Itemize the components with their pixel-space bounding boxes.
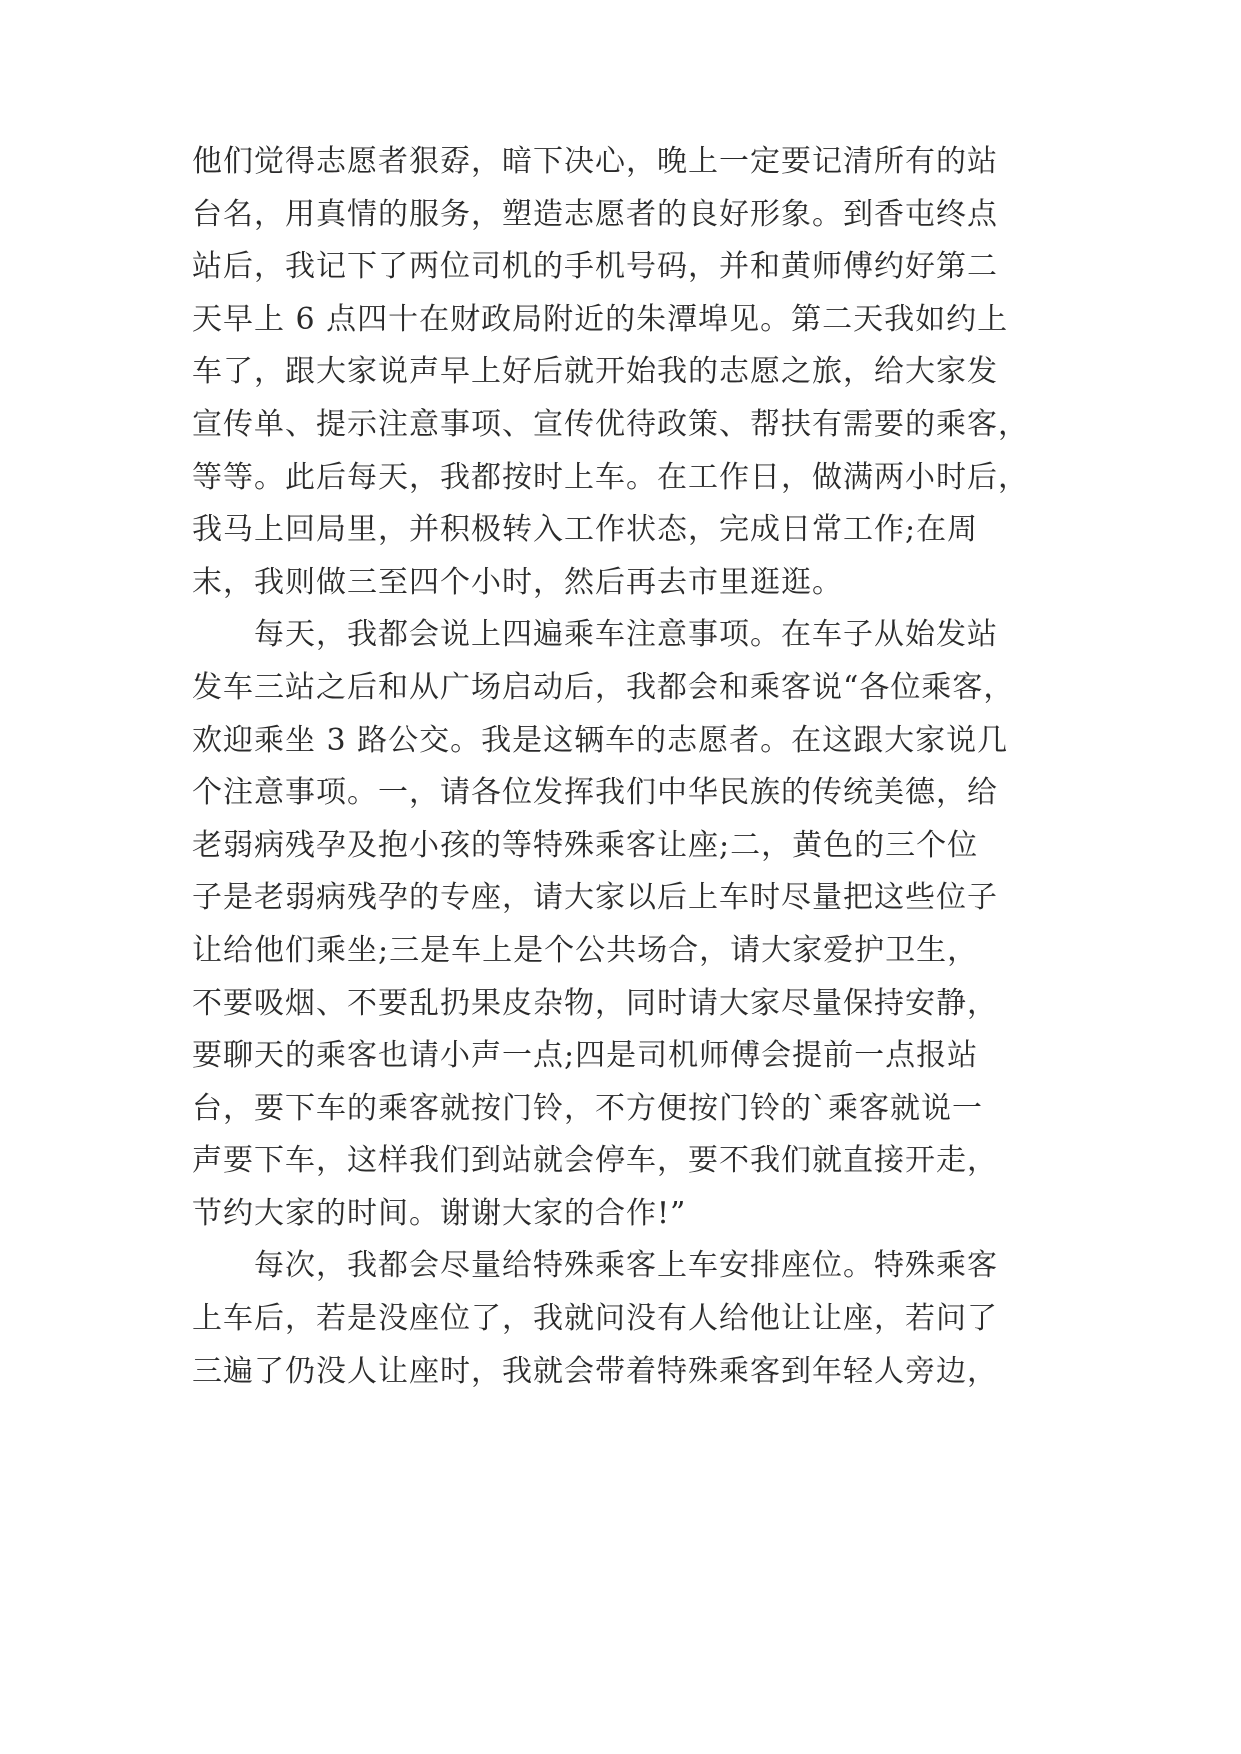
text-line: 不要吸烟、不要乱扔果皮杂物，同时请大家尽量保持安静， (192, 985, 998, 1021)
text-line: 每次，我都会尽量给特殊乘客上车安排座位。特殊乘客 (192, 1248, 998, 1284)
text-line: 发车三站之后和从广场启动后，我都会和乘客说“各位乘客， (192, 669, 1015, 705)
text-line: 上车后，若是没座位了，我就问没有人给他让让座，若问了 (192, 1301, 998, 1337)
text-line: 要聊天的乘客也请小声一点;四是司机师傅会提前一点报站 (192, 1038, 979, 1074)
text-line: 个注意事项。一，请各位发挥我们中华民族的传统美德，给 (192, 775, 998, 811)
text-line: 宣传单、提示注意事项、宣传优待政策、帮扶有需要的乘客， (192, 406, 1029, 442)
text-line: 声要下车，这样我们到站就会停车，要不我们就直接开走， (192, 1143, 998, 1179)
text-line: 欢迎乘坐 3 路公交。我是这辆车的志愿者。在这跟大家说几 (192, 722, 1009, 758)
text-line: 老弱病残孕及抱小孩的等特殊乘客让座;二，黄色的三个位 (192, 827, 979, 863)
text-line: 台名，用真情的服务，塑造志愿者的良好形象。到香屯终点 (192, 196, 998, 232)
paragraph-1 (192, 136, 1062, 609)
text-line: 天早上 6 点四十在财政局附近的朱潭埠见。第二天我如约上 (192, 301, 1009, 337)
text-line: 节约大家的时间。谢谢大家的合作!” (192, 1195, 687, 1231)
text-line: 三遍了仍没人让座时，我就会带着特殊乘客到年轻人旁边， (192, 1353, 998, 1389)
text-line: 等等。此后每天，我都按时上车。在工作日，做满两小时后， (192, 459, 1029, 495)
paragraph-2 (192, 609, 1062, 1240)
text-line: 每天，我都会说上四遍乘车注意事项。在车子从始发站 (192, 617, 998, 653)
paragraph-3 (192, 1240, 1062, 1398)
text-line: 台，要下车的乘客就按门铃，不方便按门铃的`乘客就说一 (192, 1090, 983, 1126)
text-line: 让给他们乘坐;三是车上是个公共场合，请大家爱护卫生， (192, 932, 979, 968)
text-line: 他们觉得志愿者狠孬，暗下决心，晚上一定要记清所有的站 (192, 144, 998, 179)
text-line: 站后，我记下了两位司机的手机号码，并和黄师傅约好第二 (192, 249, 998, 285)
document-body (192, 136, 1062, 1398)
text-line: 子是老弱病残孕的专座，请大家以后上车时尽量把这些位子 (192, 880, 998, 916)
text-line: 我马上回局里，并积极转入工作状态，完成日常工作;在周 (192, 512, 979, 548)
text-line: 车了，跟大家说声早上好后就开始我的志愿之旅，给大家发 (192, 354, 998, 390)
text-line: 末，我则做三至四个小时，然后再去市里逛逛。 (192, 564, 843, 600)
